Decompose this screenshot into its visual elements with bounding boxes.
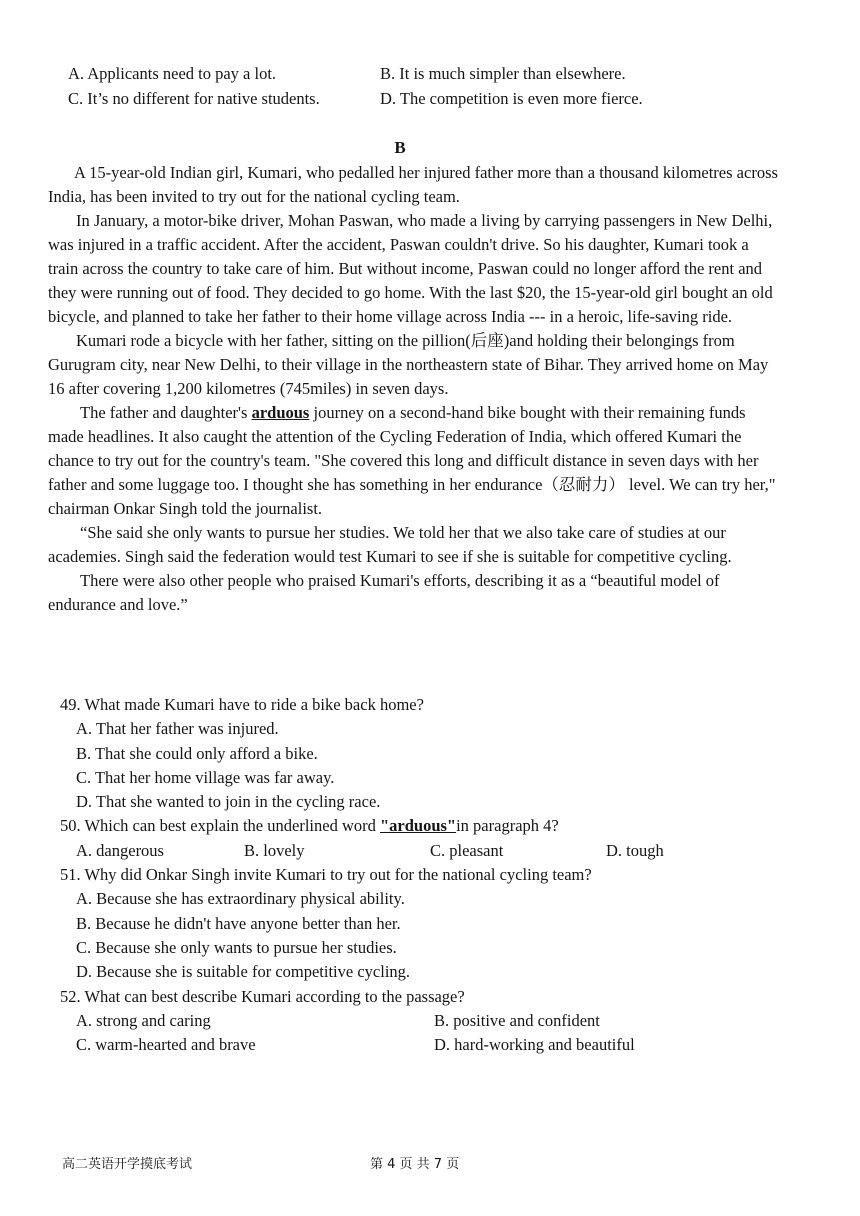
option-a: A. strong and caring	[76, 1010, 211, 1030]
question-49	[60, 693, 760, 814]
question-stem: 51. Why did Onkar Singh invite Kumari to try out for the national cycling team?	[60, 865, 592, 885]
option-b: B. That she could only afford a bike.	[76, 743, 318, 763]
question-52	[60, 985, 760, 1058]
exam-name: 高二英语开学摸底考试	[62, 1157, 193, 1172]
question-stem	[60, 814, 760, 838]
option-d: D. The competition is even more fierce.	[380, 89, 643, 108]
option-b: B. positive and confident	[434, 1010, 600, 1030]
option-c: C. warm-hearted and brave	[76, 1035, 256, 1055]
question-50	[60, 814, 760, 863]
option-a: A. Applicants need to pay a lot.	[68, 64, 277, 83]
options-row-cd	[68, 86, 788, 111]
paragraph-3: Kumari rode a bicycle with her father, sitting on the pillion(后座)and holding their belongings from Gurugram city, near New Delhi, to their village in the northeastern state of Bihar. They arrived home on May 16 after covering 1,200 kilometres (745miles) in seven days.	[48, 331, 769, 398]
option-d: D. hard-working and beautiful	[434, 1035, 635, 1055]
options-row-ab	[76, 1009, 760, 1033]
question-51	[60, 863, 760, 984]
question-stem-start: 50. Which can best explain the underlined word	[60, 816, 380, 836]
option-a: A. That her father was injured.	[76, 719, 279, 739]
question-stem: 49. What made Kumari have to ride a bike back home?	[60, 695, 424, 714]
reading-passage	[48, 161, 778, 617]
paragraph-4-text-start: The father and daughter's	[80, 403, 252, 422]
underlined-word: arduous	[251, 403, 310, 422]
page-number: 第 4 页 共 7 页	[370, 1157, 460, 1172]
option-a: A. dangerous	[76, 840, 164, 860]
option-a: A. Because she has extraordinary physical ability.	[76, 889, 405, 909]
paragraph-2: In January, a motor-bike driver, Mohan Paswan, who made a living by carrying passengers in New Delhi, was injured in a traffic accident. After the accident, Paswan couldn't drive. So his daughter, Kumari took a train across the country to take care of him. But without income, Paswan could no longer afford the rent and they were running out of food. They decided to go home. With the last $20, the 15-year-old girl bought an old bicycle, and planned to take her father to their home village across India --- in a heroic, life-saving ride.	[48, 211, 773, 326]
option-c: C. That her home village was far away.	[76, 767, 335, 787]
page-footer	[62, 1153, 502, 1172]
section-label: B	[394, 138, 406, 157]
option-b: B. It is much simpler than elsewhere.	[380, 64, 626, 83]
options-row-ab	[68, 61, 788, 86]
option-b: B. lovely	[244, 840, 305, 860]
options-row	[76, 839, 760, 863]
previous-question-options	[68, 61, 788, 111]
paragraph-1: A 15-year-old Indian girl, Kumari, who pedalled her injured father more than a thousand kilometres across India, has been invited to try out for the national cycling team.	[48, 163, 778, 206]
option-c: C. Because she only wants to pursue her studies.	[76, 937, 397, 957]
options-row-cd	[76, 1033, 760, 1057]
option-b: B. Because he didn't have anyone better than her.	[76, 913, 401, 933]
option-c: C. pleasant	[430, 840, 504, 860]
paragraph-6: There were also other people who praised Kumari's efforts, describing it as a “beautiful model of endurance and love.”	[48, 571, 720, 614]
option-d: D. Because she is suitable for competitive cycling.	[76, 962, 411, 982]
option-c: C. It’s no different for native students.	[68, 89, 320, 108]
question-keyword: "arduous"	[379, 816, 457, 836]
question-stem-end: in paragraph 4?	[456, 816, 559, 836]
question-stem: 52. What can best describe Kumari according to the passage?	[60, 986, 465, 1006]
option-d: D. That she wanted to join in the cycling race.	[76, 792, 381, 812]
paragraph-5: “She said she only wants to pursue her studies. We told her that we also take care of studies at our academies. Singh said the federation would test Kumari to see if she is suitable for competitive cycling.	[48, 523, 732, 566]
paragraph-4-text-end: journey on a second-hand bike bought with their remaining funds made headlines. It also caught the attention of the Cycling Federation of India, which offered Kumari the chance to try out for the country's team. "She covered this long and difficult distance in seven days with her father and some luggage too. I thought she has something in her endurance（忍耐力） level. We can try her," chairman Onkar Singh told the journalist.	[48, 403, 776, 518]
question-list	[60, 693, 760, 1057]
option-d: D. tough	[606, 840, 664, 860]
paragraph-4	[48, 401, 778, 521]
